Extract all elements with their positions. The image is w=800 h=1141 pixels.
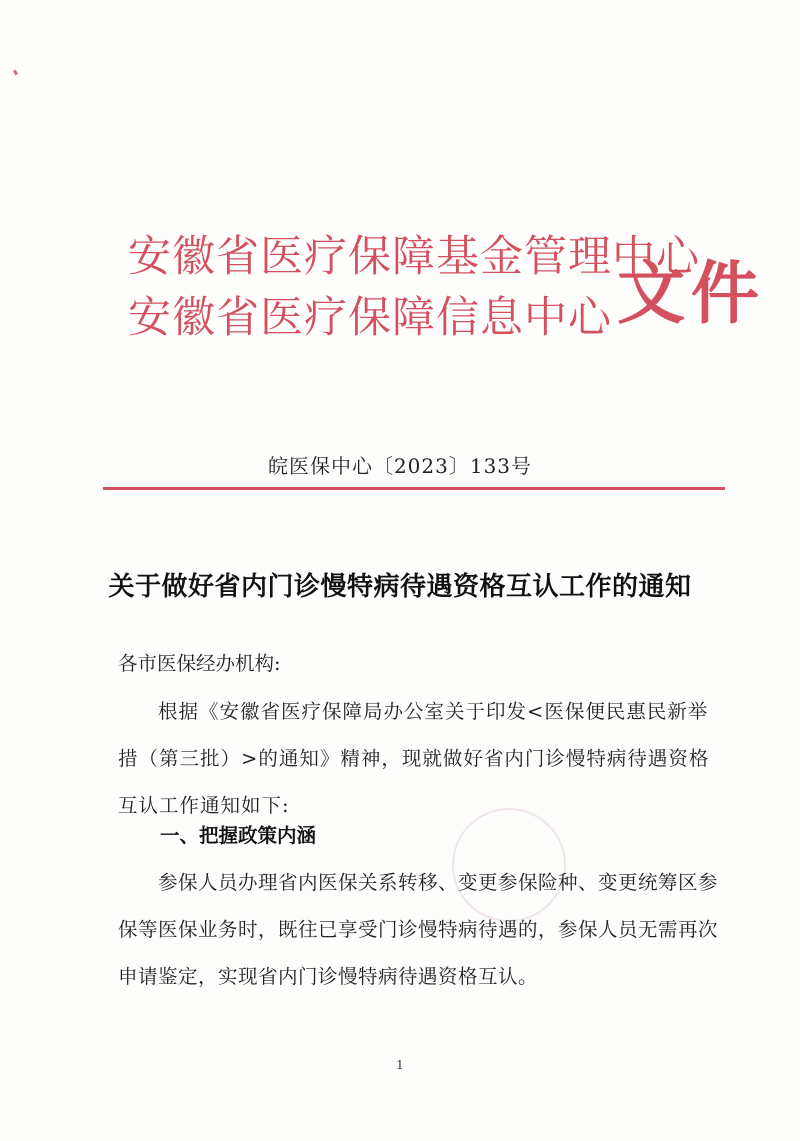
document-label: 文件 (617, 255, 766, 334)
paragraph-2: 参保人员办理省内医保关系转移、变更参保险种、变更统筹区参保等医保业务时，既往已享受门诊慢特病待遇的，参保人员无需再次申请鉴定，实现省内门诊慢特病待遇资格互认。 (118, 871, 719, 988)
scan-mark (13, 70, 18, 76)
paragraph-1: 根据《安徽省医疗保障局办公室关于印发<医保便民惠民新举措（第三批）>的通知》精神，现就做好省内门诊慢特病待遇资格互认工作通知如下: (118, 700, 710, 817)
notice-title: 关于做好省内门诊慢特病待遇资格互认工作的通知 (108, 572, 692, 602)
salutation: 各市医保经办机构: (118, 652, 281, 675)
issuer-line-2: 安徽省医疗保障信息中心 (128, 293, 612, 343)
issuer-line-1: 安徽省医疗保障基金管理中心 (128, 232, 700, 282)
page-number: 1 (396, 1058, 404, 1072)
document-number: 皖医保中心〔2023〕133号 (267, 454, 533, 478)
section-heading-1: 一、把握政策内涵 (160, 824, 317, 847)
red-divider (103, 487, 725, 490)
